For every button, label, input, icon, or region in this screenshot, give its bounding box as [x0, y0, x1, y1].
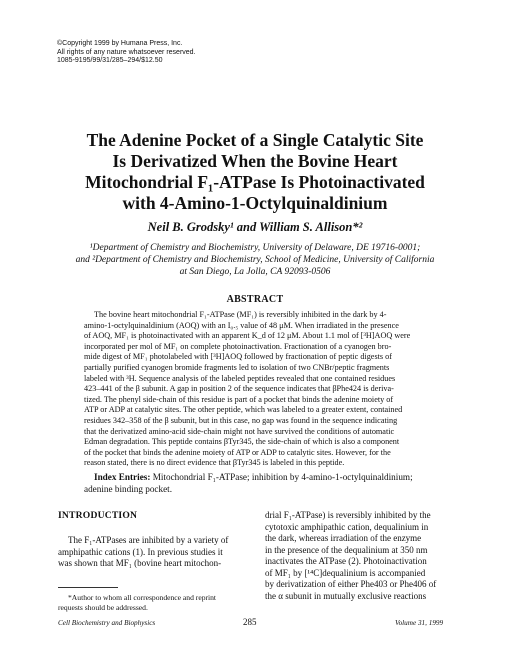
body-line: inactivates the ATPase (2). Photoinactivation	[265, 556, 427, 566]
abstract-line: tized. The phenyl side-chain of this residue is part of a pocket that binds the adenine moiety of	[84, 394, 394, 404]
body-line: The F₁-ATPases are inhibited by a variety of	[68, 535, 229, 545]
left-column	[58, 510, 254, 570]
abstract-line: partially purified cyanogen bromide fragments led to isolation of two CNBr/peptic fragments	[84, 362, 390, 372]
body-line: the α subunit in mutually exclusive reactions	[265, 590, 427, 601]
abstract-body	[84, 310, 429, 469]
page-number: 285	[243, 617, 257, 627]
footnote-line: *Author to whom all correspondence and reprint	[68, 593, 217, 602]
abstract-line: that the derivatized amino-acid side-chain might not have survived the conditions of automatic	[84, 426, 395, 436]
affiliation-line: and ²Department of Chemistry and Biochemistry, School of Medicine, University of California	[75, 255, 435, 265]
affiliation-line: at San Diego, La Jolla, CA 92093-0506	[179, 267, 331, 277]
abstract-line: The bovine heart mitochondrial F₁-ATPase (MF₁) is reversibly inhibited in the dark by 4-	[94, 310, 387, 319]
rights-line: All rights of any nature whatsoever reserved.	[57, 48, 196, 56]
footnote-divider	[58, 587, 118, 588]
abstract-line: Edman degradation. This peptide contains βTyr345, the side-chain of which is also a component	[84, 437, 400, 447]
volume-info: Volume 31, 1999	[395, 619, 444, 627]
index-entries	[84, 472, 429, 495]
abstract-line: of the pocket that binds the adenine moiety of ATP or ADP to catalytic sites. However, for the	[84, 447, 391, 457]
copyright-line: ©Copyright 1999 by Humana Press, Inc.	[57, 40, 183, 47]
article-title	[40, 130, 470, 214]
abstract-line: ATP or ADP at catalytic sites. The other peptide, which was labeled to a greater extent, contained	[84, 405, 403, 415]
copyright-block	[57, 40, 196, 66]
keywords-line: adenine binding pocket.	[84, 483, 173, 494]
abstract-line: residues 342–358 of the β subunit, but in this case, no gap was found in the sequence indicating	[84, 415, 398, 425]
keywords-line	[84, 472, 429, 484]
intro-continuation	[265, 510, 461, 602]
body-line: in the presence of the dequalinium at 350 nm	[265, 544, 428, 555]
body-line: was shown that MF₁ (bovine heart mitochon-	[58, 558, 222, 568]
abstract-line: incorporated per mol of MF₁ on complete photoinactivation. Fractionation of a cyanogen bro-	[84, 341, 392, 351]
author-list: Neil B. Grodsky¹ and William S. Allison*²	[147, 220, 363, 234]
intro-paragraph	[58, 535, 254, 570]
footnote-line: requests should be addressed.	[58, 602, 148, 612]
title-line: Is Derivatized When the Bovine Heart	[112, 151, 398, 171]
footnote	[58, 593, 216, 612]
issn-line: 1085-9195/99/31/285–294/$12.50	[57, 57, 163, 64]
abstract-line: mide digest of MF₁ photolabeled with [³H]AOQ followed by fractionation of peptic digests of	[84, 352, 392, 362]
keywords-text: Mitochondrial F₁-ATPase; inhibition by 4-amino-1-octylquinaldinium;	[150, 472, 413, 482]
right-column	[265, 510, 461, 602]
affiliation-line: ¹Department of Chemistry and Biochemistry, University of Delaware, DE 19716-0001;	[89, 243, 421, 253]
body-line: amphipathic cations (1). In previous studies it	[58, 546, 223, 557]
title-line: The Adenine Pocket of a Single Catalytic Site	[86, 130, 424, 150]
body-line: by derivatization of either Phe403 or Phe406 of	[265, 579, 437, 589]
section-heading-introduction: INTRODUCTION	[58, 510, 138, 521]
abstract-line: 423–441 of the β subunit. A gap in position 2 of the sequence indicates that βPhe424 is deriva-	[84, 384, 394, 394]
body-line: the dark, whereas irradiation of the enzyme	[265, 533, 422, 543]
affiliations	[40, 242, 470, 278]
title-line: with 4-Amino-1-Octylquinaldinium	[122, 193, 388, 213]
abstract-line: reason stated, there is no direct evidence that βTyr345 is labeled in this peptide.	[84, 458, 345, 468]
abstract-line: labeled with ³H. Sequence analysis of the labeled peptides revealed that one contained residues	[84, 373, 396, 383]
title-line: Mitochondrial F₁-ATPase Is Photoinactivated	[85, 172, 425, 192]
keywords-label: Index Entries:	[94, 472, 151, 482]
abstract-line: of AOQ, MF₁ is photoinactivated with an apparent K_d of 12 μM. About 1.1 mol of [³H]AOQ were	[84, 331, 411, 341]
abstract-heading: ABSTRACT	[226, 294, 284, 305]
abstract-line: amino-1-octylquinaldinium (AOQ) with an I₀.₅ value of 48 μM. When irradiated in the presence	[84, 320, 399, 330]
body-line: cytotoxic amphipathic cation, dequalinium in	[265, 521, 429, 532]
body-line: drial F₁-ATPase) is reversibly inhibited by the	[265, 510, 431, 520]
body-line: of MF₁ by [¹⁴C]dequalinium is accompanied	[265, 567, 426, 578]
journal-name: Cell Biochemistry and Biophysics	[58, 619, 156, 627]
